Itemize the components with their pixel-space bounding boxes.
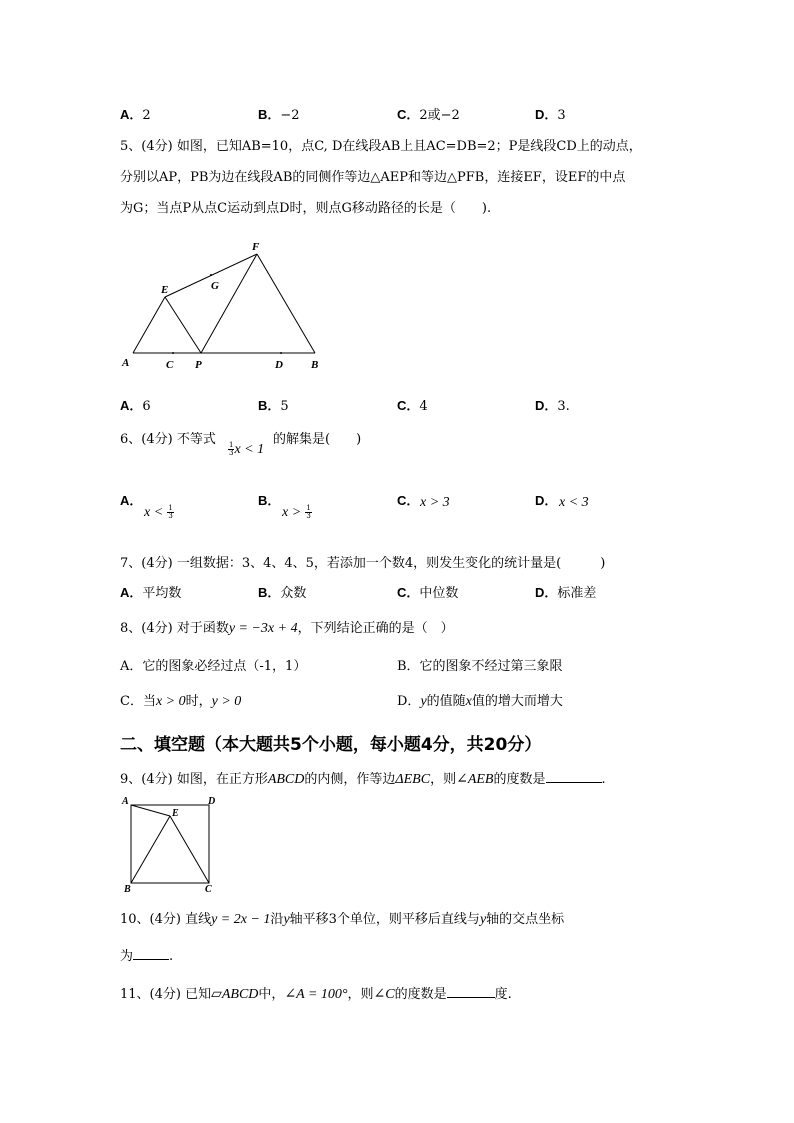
q4-option-d: D．3 <box>535 107 566 123</box>
q8-option-d: D．y的值随x值的增大而增大 <box>397 694 563 709</box>
q9-label-b: B <box>124 884 131 894</box>
q8-function: y = −3x + 4 <box>228 621 298 636</box>
q8-option-c: C．当x > 0时，y > 0 <box>120 694 242 709</box>
q7-stem: 7、(4分) 一组数据：3、4、4、5，若添加一个数4，则发生变化的统计量是( ) <box>120 556 606 571</box>
q5-label-e: E <box>161 284 169 296</box>
q5-stem-line2: 分别以AP，PB为边在线段AB的同侧作等边△AEP和等边△PFB，连接EF，设EF的中点 <box>120 170 626 185</box>
q6-option-b: B． <box>258 493 281 508</box>
q10-answer-blank[interactable] <box>133 959 169 960</box>
q5-stem-line3: 为G；当点P从点C运动到点D时，则点G移动路径的长是（ ). <box>120 201 492 216</box>
q10-stem: 10、(4分) 直线y = 2x − 1沿y轴平移3个单位，则平移后直线与y轴的交点坐标 <box>120 912 565 927</box>
q5-figure <box>115 235 345 375</box>
q5-label-g: G <box>211 280 219 292</box>
q5-label-p: P <box>195 359 202 371</box>
q6-option-b-math: x > $\frac{1}{3}$ <box>282 504 311 520</box>
q11-stem: 11、(4分) 已知▱ABCD中，∠A = 100°，则∠C的度数是 度. <box>120 987 512 1002</box>
q5-label-b: B <box>311 359 319 371</box>
q6-option-c: C． <box>397 493 420 508</box>
q6-stem-prefix: 6、(4分) 不等式 <box>120 432 216 447</box>
q9-label-c: C <box>205 884 212 894</box>
q6-option-a: A． <box>120 493 143 508</box>
q5-option-d: D．3. <box>535 398 570 414</box>
q5-option-c: C．4 <box>397 398 428 414</box>
q8-stem: 8、(4分) 对于函数y = −3x + 4，下列结论正确的是（ ） <box>120 621 454 636</box>
q10-stem-line2: 为 . <box>120 949 174 964</box>
q9-stem: 9、(4分) 如图，在正方形ABCD的内侧，作等边ΔEBC，则∠AEB的度数是 . <box>120 772 606 787</box>
q6-option-d-math: x < 3 <box>559 495 589 510</box>
q4-option-a: A．2 <box>120 107 151 123</box>
q8-option-b: B．它的图象不经过第三象限 <box>397 659 563 674</box>
q6-option-d: D． <box>535 493 558 508</box>
q4-option-c: C．2或−2 <box>397 107 460 123</box>
q9-label-d: D <box>208 796 216 807</box>
q5-label-d: D <box>275 359 283 371</box>
q9-label-a: A <box>122 796 129 807</box>
q6-inequality: $\frac{1}{3}$ x < 1 <box>229 441 265 457</box>
q4-option-b: B．−2 <box>258 107 300 123</box>
q5-stem-line1: 5、(4分) 如图，已知AB=10，点C, D在线段AB上且AC=DB=2；P是线段CD上的动点， <box>120 139 642 154</box>
q6-option-a-math: x < $\frac{1}{3}$ <box>144 504 173 520</box>
q8-option-a: A．它的图象必经过点（-1，1） <box>120 659 307 674</box>
q7-option-b: B．众数 <box>258 585 307 601</box>
q5-label-f: F <box>252 241 260 253</box>
q5-option-a: A．6 <box>120 398 151 414</box>
q11-answer-blank[interactable] <box>447 997 495 998</box>
q7-option-c: C．中位数 <box>397 585 459 601</box>
section-title-fill-in: 二、填空题（本大题共5个小题，每小题4分，共20分） <box>120 735 542 755</box>
q7-option-a: A．平均数 <box>120 585 182 601</box>
q5-label-a: A <box>122 357 130 369</box>
q6-stem-suffix: 的解集是( ) <box>273 432 362 447</box>
q9-label-e: E <box>172 808 179 819</box>
q5-option-b: B．5 <box>258 398 289 414</box>
q9-figure <box>118 792 223 894</box>
q6-option-c-math: x > 3 <box>420 495 450 510</box>
q5-label-c: C <box>166 359 174 371</box>
q7-option-d: D．标准差 <box>535 585 597 601</box>
q9-answer-blank[interactable] <box>546 782 602 783</box>
